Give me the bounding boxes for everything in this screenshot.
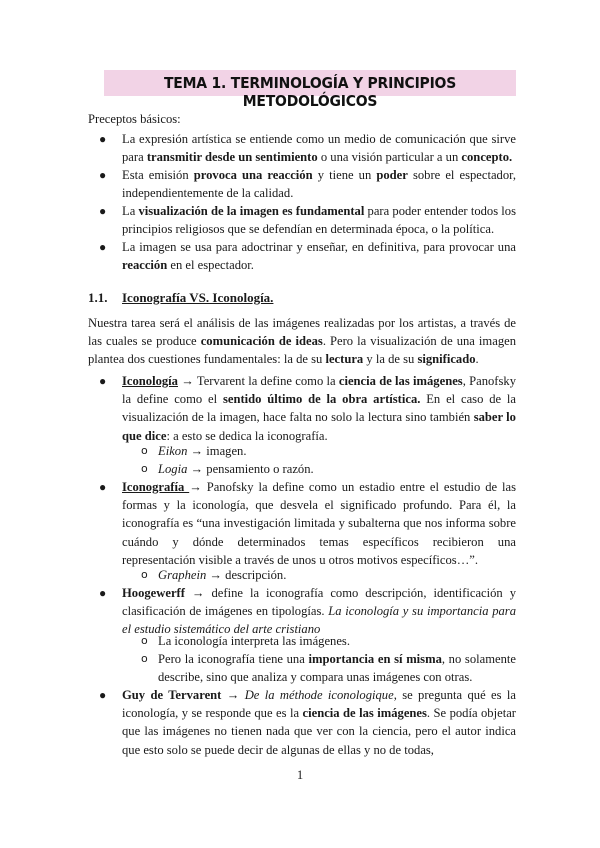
emphasis: reacción bbox=[122, 258, 168, 273]
bullet-icon: ● bbox=[99, 480, 107, 494]
emphasis: ciencia de las imágenes bbox=[302, 706, 427, 721]
text: → descripción. bbox=[206, 568, 287, 582]
circle-bullet-icon: o bbox=[141, 444, 148, 457]
emphasis: ciencia de las imágenes bbox=[338, 374, 463, 388]
text: , Panofsky la define como el bbox=[122, 374, 516, 407]
page-title: TEMA 1. TERMINOLOGÍA Y PRINCIPIOS METODOLÓGICOS bbox=[163, 74, 457, 110]
bullet-icon: ● bbox=[99, 204, 107, 218]
bullet-icon: ● bbox=[99, 168, 107, 182]
bullet-icon: ● bbox=[99, 688, 107, 702]
text: → imagen. bbox=[187, 444, 247, 458]
precept-item bbox=[99, 202, 516, 238]
term: Guy de Tervarent bbox=[122, 688, 222, 702]
sub-item bbox=[141, 632, 516, 650]
emphasis: transmitir desde un sentimiento bbox=[146, 150, 318, 165]
book-title: La iconología y su importancia para el estudio sistemático del arte cristiano bbox=[122, 604, 516, 637]
text: La bbox=[122, 204, 139, 218]
intro-text: Preceptos básicos: bbox=[88, 112, 181, 126]
emphasis: significado bbox=[417, 352, 476, 367]
text: Nuestra tarea será el análisis de las imágenes realizadas por los artistas, a través de las cuales se produce bbox=[88, 316, 516, 349]
precept-item bbox=[99, 238, 516, 274]
term: Hoogewerff bbox=[122, 586, 185, 600]
text: → Tervarent la define como la bbox=[177, 374, 339, 388]
bullet-icon: ● bbox=[99, 586, 107, 600]
text: → Panofsky la define como un estadio entre el estudio de las formas y la iconología, que desvela el significado profundo. Para él, la iconografía es “una investigación limitada y subalterna que nos informa sobre cuándo y dónde determinados temas específicos recibieron una representación visible a través de unos u otros motivos específicos…”. bbox=[122, 480, 516, 567]
circle-bullet-icon: o bbox=[141, 462, 148, 475]
emphasis: provoca una reacción bbox=[193, 168, 313, 182]
circle-bullet-icon: o bbox=[141, 568, 148, 581]
text: para poder entender todos los principios religiosos que se defendían en determinada época, o la política. bbox=[122, 204, 516, 237]
sub-item bbox=[141, 460, 516, 478]
text: sobre el espectador, independientemente de la calidad. bbox=[122, 168, 516, 201]
precept-item bbox=[99, 166, 516, 202]
term: Iconografía bbox=[122, 480, 190, 494]
emphasis: saber lo que dice bbox=[122, 410, 516, 443]
text: y tiene un bbox=[312, 168, 377, 182]
emphasis: lectura bbox=[325, 352, 364, 367]
title-banner bbox=[104, 70, 516, 110]
definition-tervarent bbox=[99, 686, 516, 759]
book-title: De la méthode iconologique bbox=[244, 688, 394, 702]
text: , no solamente describe, sino que analiza y compara unas imágenes con otras. bbox=[158, 652, 516, 685]
term: Iconología bbox=[122, 374, 178, 388]
text: o una visión particular a un bbox=[317, 150, 462, 165]
text: y la de su bbox=[363, 352, 418, 367]
text: En el caso de la visualización de la imagen, hace falta no solo la lectura sino también bbox=[122, 392, 517, 425]
text: en el espectador. bbox=[167, 258, 254, 273]
text: Pero la iconografía tiene una bbox=[158, 652, 309, 666]
emphasis: sentido último de la obra artística. bbox=[222, 392, 421, 407]
emphasis: poder bbox=[376, 168, 408, 182]
emphasis: concepto. bbox=[461, 150, 513, 165]
text: → pensamiento o razón. bbox=[187, 462, 314, 476]
definition-iconografia bbox=[99, 478, 516, 569]
sub-item bbox=[141, 566, 516, 584]
section-title: Iconografía VS. Iconología. bbox=[122, 290, 274, 305]
sub-item bbox=[141, 650, 516, 686]
emphasis: importancia en sí misma bbox=[308, 652, 442, 666]
term: Eikon bbox=[158, 444, 188, 458]
section-number: 1.1. bbox=[88, 290, 108, 305]
term: Graphein bbox=[158, 568, 207, 582]
circle-bullet-icon: o bbox=[141, 634, 148, 647]
text: . Se podía objetar que las imágenes no tienen nada que ver con la ciencia, pero el autor indica que esto solo se puede decir de algunas de ellas y no de todas, bbox=[122, 706, 516, 757]
definition-hoogewerff bbox=[99, 584, 516, 639]
section-paragraph bbox=[88, 314, 516, 369]
precept-item bbox=[99, 130, 516, 166]
text: La iconología interpreta las imágenes. bbox=[158, 634, 350, 648]
definition-iconologia bbox=[99, 372, 517, 445]
text: : a esto se dedica la iconografía. bbox=[166, 428, 328, 443]
circle-bullet-icon: o bbox=[141, 652, 148, 665]
bullet-icon: ● bbox=[99, 132, 107, 146]
text: Esta emisión bbox=[122, 168, 194, 182]
sub-item bbox=[141, 442, 516, 460]
text: . Pero la visualización de una imagen plantea dos cuestiones fundamentales: la de su bbox=[88, 334, 516, 367]
text: La imagen se usa para adoctrinar y enseñar, en definitiva, para provocar una bbox=[122, 240, 516, 254]
emphasis: comunicación de ideas bbox=[200, 334, 323, 349]
text: , se pregunta qué es la iconología, y se responde que es la bbox=[122, 688, 516, 721]
text: → bbox=[221, 688, 245, 702]
bullet-icon: ● bbox=[99, 374, 107, 388]
page-number: 1 bbox=[296, 768, 304, 782]
bullet-icon: ● bbox=[99, 240, 107, 254]
text: . bbox=[475, 352, 479, 367]
text: La expresión artística se entiende como un medio de comunicación que sirve para bbox=[122, 132, 516, 165]
emphasis: visualización de la imagen es fundamental bbox=[138, 204, 365, 218]
text: → define la iconografía como descripción, identificación y clasificación de imágenes en tipologías. bbox=[122, 586, 516, 619]
term: Logia bbox=[158, 462, 188, 476]
